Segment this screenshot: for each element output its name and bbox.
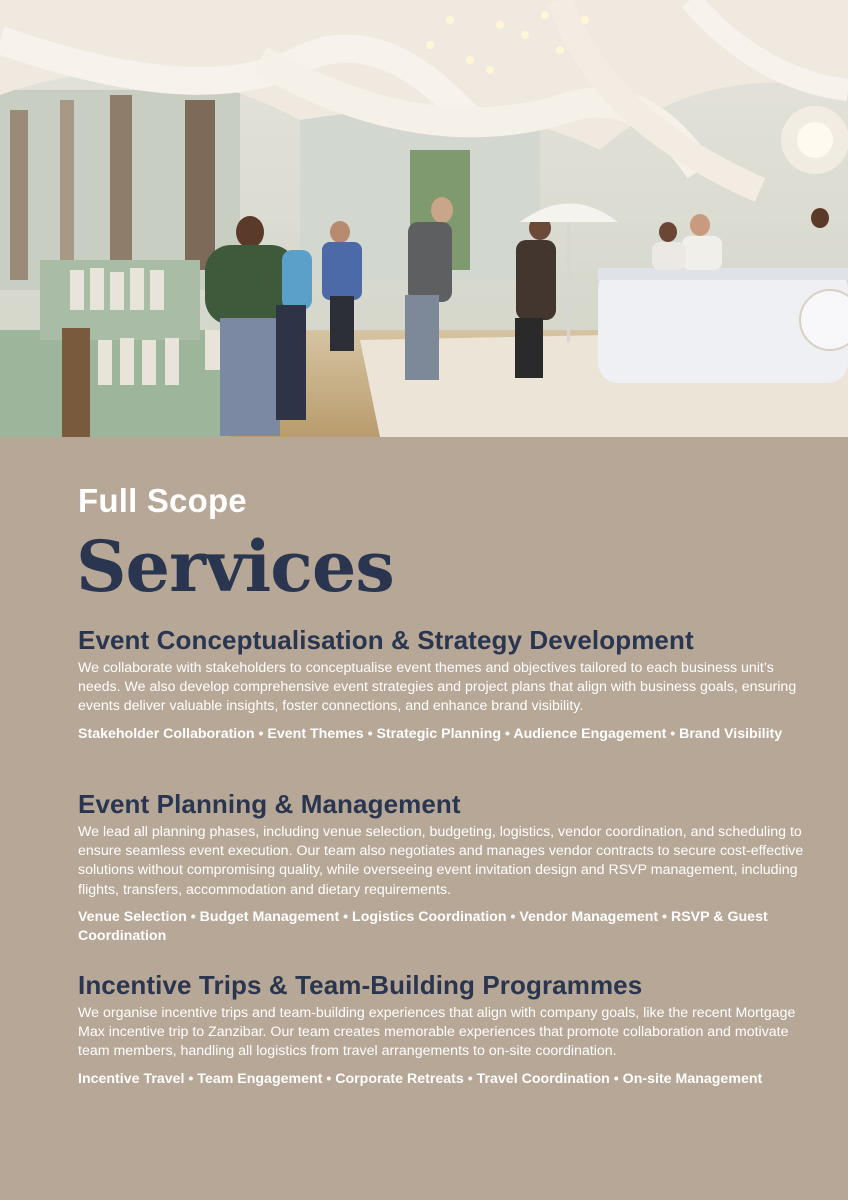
section-heading: Event Conceptualisation & Strategy Development (78, 625, 694, 655)
counter-logo-icon (800, 290, 848, 350)
section-heading: Event Planning & Management (78, 789, 461, 819)
section-tags: Incentive Travel • Team Engagement • Corporate Retreats • Travel Coordination • On-site Management (78, 1070, 763, 1087)
eyebrow-heading: Full Scope (78, 482, 247, 519)
event-marquee-illustration (0, 0, 848, 437)
chandelier-icon (781, 106, 848, 174)
section-tags: Stakeholder Collaboration • Event Themes • Strategic Planning • Audience Engagement • Brand Visibility (78, 725, 783, 742)
service-section (78, 625, 808, 744)
page-title: Services (76, 525, 394, 608)
section-body: We lead all planning phases, including venue selection, budgeting, logistics, vendor coordination, and scheduling to ensure seamless event execution. Our team also negotiates and manages vendor contracts to secure cost-effective solutions without compromising quality, while overseeing event invitation design and RSVP management, including flights, transfers, accommodation and dietary requirements. (78, 824, 804, 898)
section-heading: Incentive Trips & Team-Building Programmes (78, 970, 643, 1000)
service-section (78, 789, 808, 946)
service-section (78, 970, 808, 1089)
section-body: We collaborate with stakeholders to conceptualise event themes and objectives tailored to each business unit’s needs. We also develop comprehensive event strategies and project plans that align with business goals, ensuring events deliver valuable insights, foster connections, and enhance brand visibility. (78, 660, 797, 715)
section-body: We organise incentive trips and team-building experiences that align with company goals, like the recent Mortgage Max incentive trip to Zanzibar. Our team creates memorable experiences that promote collaboration and motivate team members, handling all logistics from travel arrangements to on-site coordination. (78, 1005, 796, 1060)
section-tags: Venue Selection • Budget Management • Logistics Coordination • Vendor Management • RSVP & Guest Coordination (78, 908, 768, 945)
hero-photo (0, 0, 848, 437)
